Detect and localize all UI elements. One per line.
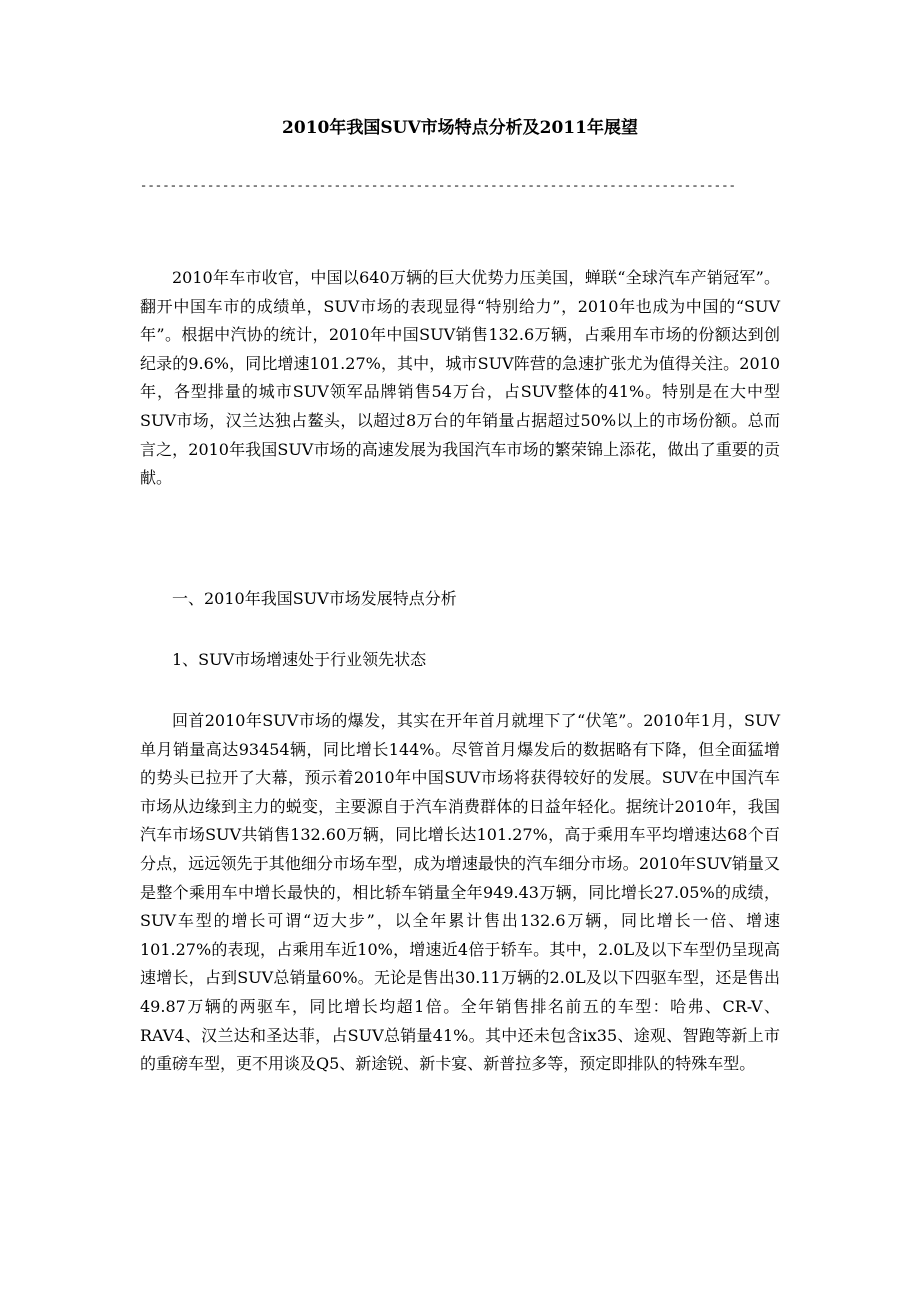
body-paragraph-block xyxy=(140,707,780,1079)
section-heading: 一、2010年我国SUV市场发展特点分析 xyxy=(172,589,457,608)
document-title: 2010年我国SUV市场特点分析及2011年展望 xyxy=(282,118,638,138)
subsection-heading: 1、SUV市场增速处于行业领先状态 xyxy=(172,650,427,669)
body-paragraph: 回首2010年SUV市场的爆发，其实在开年首月就埋下了“伏笔”。2010年1月，SUV单月销量高达93454辆，同比增长144%。尽管首月爆发后的数据略有下降，但全面猛增的势头已拉开了大幕，预示着2010年中国SUV市场将获得较好的发展。SUV在中国汽车市场从边缘到主力的蜕变，主要源自于汽车消费群体的日益年轻化。据统计2010年，我国汽车市场SUV共销售132.60万辆，同比增长达101.27%，高于乘用车平均增速达68个百分点，远远领先于其他细分市场车型，成为增速最快的汽车细分市场。2010年SUV销量又是整个乘用车中增长最快的，相比轿车销量全年949.43万辆，同比增长27.05%的成绩，SUV车型的增长可谓“迈大步”，以全年累计售出132.6万辆，同比增长一倍、增速101.27%的表现，占乘用车近10%，增速近4倍于轿车。其中，2.0L及以下车型仍呈现高速增长，占到SUV总销量60%。无论是售出30.11万辆的2.0L及以下四驱车型，还是售出49.87万辆的两驱车，同比增长均超1倍。全年销售排名前五的车型：哈弗、CR-V、RAV4、汉兰达和圣达菲，占SUV总销量41%。其中还未包含ix35、途观、智跑等新上市的重磅车型，更不用谈及Q5、新途锐、新卡宴、新普拉多等，预定即排队的特殊车型。 xyxy=(140,711,780,1074)
intro-paragraph: 2010年车市收官，中国以640万辆的巨大优势力压美国，蝉联“全球汽车产销冠军”。翻开中国车市的成绩单，SUV市场的表现显得“特别给力”，2010年也成为中国的“SUV年”。根据中汽协的统计，2010年中国SUV销售132.6万辆，占乘用车市场的份额达到创纪录的9.6%，同比增速101.27%，其中，城市SUV阵营的急速扩张尤为值得关注。2010年，各型排量的城市SUV领军品牌销售54万台，占SUV整体的41%。特别是在大中型SUV市场，汉兰达独占鳌头，以超过8万台的年销量占据超过50%以上的市场份额。总而言之，2010年我国SUV市场的高速发展为我国汽车市场的繁荣锦上添花，做出了重要的贡献。 xyxy=(140,268,780,488)
dashed-divider: -------------------------------------------------------------------------------- xyxy=(140,179,737,193)
intro-paragraph-block xyxy=(140,264,780,493)
